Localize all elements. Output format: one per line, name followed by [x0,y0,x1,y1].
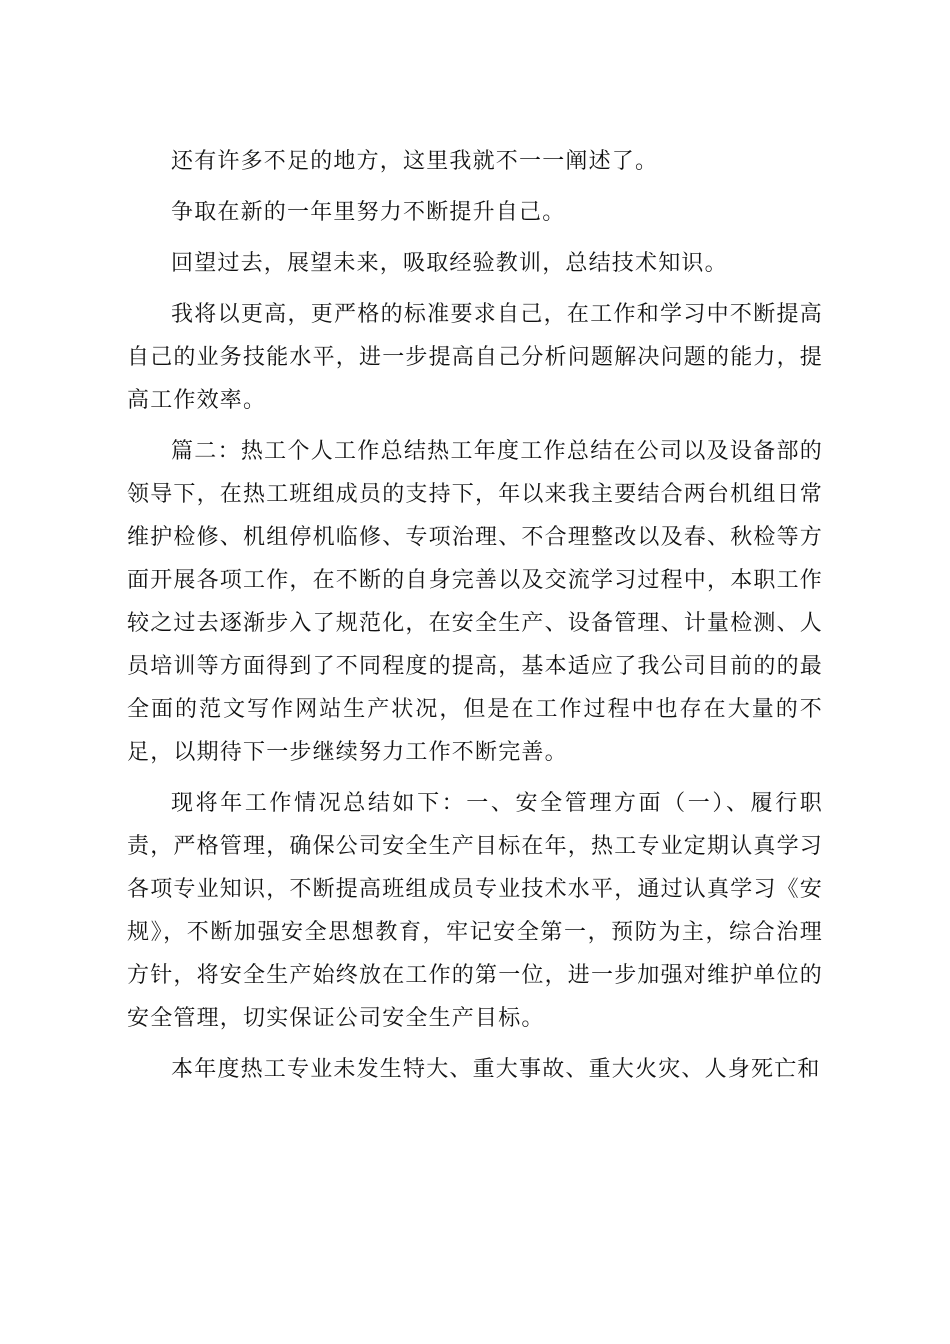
paragraph: 篇二：热工个人工作总结热工年度工作总结在公司以及设备部的领导下，在热工班组成员的支持下，年以来我主要结合两台机组日常维护检修、机组停机临修、专项治理、不合理整改以及春、秋检等方面开展各项工作，在不断的自身完善以及交流学习过程中，本职工作较之过去逐渐步入了规范化，在安全生产、设备管理、计量检测、人员培训等方面得到了不同程度的提高，基本适应了我公司目前的的最全面的范文写作网站生产状况，但是在工作过程中也存在大量的不足，以期待下一步继续努力工作不断完善。 [127,439,824,765]
paragraph: 本年度热工专业未发生特大、重大事故、重大火灾、人身死亡和 [171,1057,821,1082]
paragraph: 我将以更高，更严格的标准要求自己，在工作和学习中不断提高自己的业务技能水平，进一步提高自己分析问题解决问题的能力，提高工作效率。 [127,302,824,413]
paragraph: 还有许多不足的地方，这里我就不一一阐述了。 [171,149,659,174]
paragraph: 现将年工作情况总结如下：一、安全管理方面（一）、履行职责，严格管理，确保公司安全生产目标在年，热工专业定期认真学习各项专业知识，不断提高班组成员专业技术水平，通过认真学习《安规》，不断加强安全思想教育，牢记安全第一，预防为主，综合治理方针，将安全生产始终放在工作的第一位，进一步加强对维护单位的安全管理，切实保证公司安全生产目标。 [127,791,824,1031]
document-body [127,140,823,1099]
paragraph: 回望过去，展望未来，吸取经验教训，总结技术知识。 [171,251,728,276]
paragraph: 争取在新的一年里努力不断提升自己。 [171,200,566,225]
